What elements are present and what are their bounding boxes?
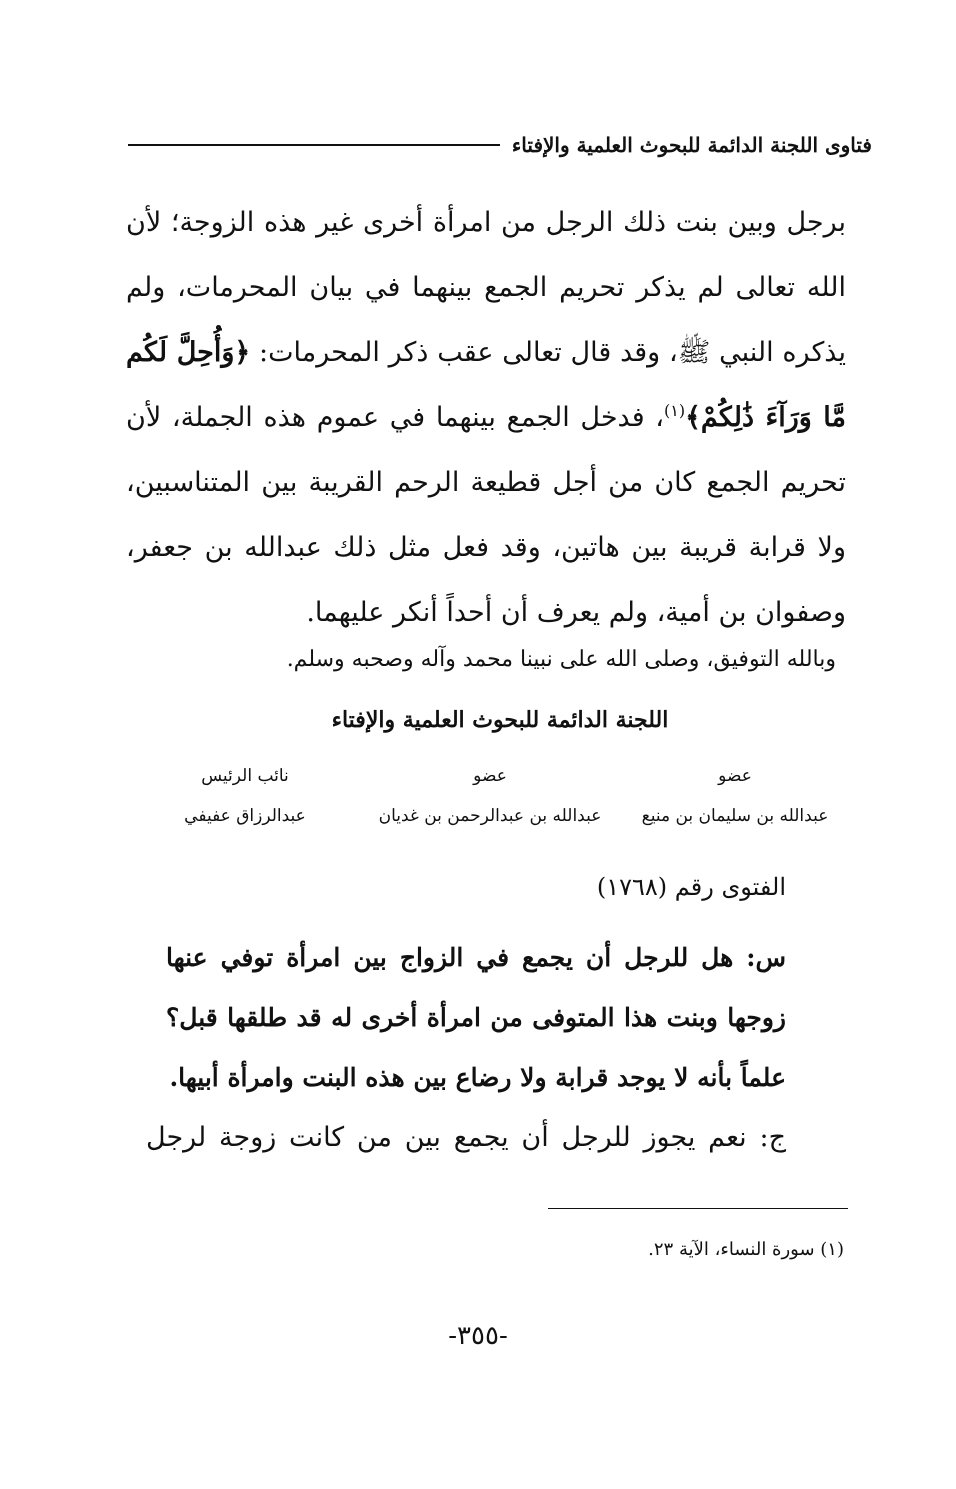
signature-name: عبدالرزاق عفيفي — [184, 806, 306, 826]
footnote-rule — [548, 1208, 848, 1209]
question-text: س: هل للرجل أن يجمع في الزواج بين امرأة توفي عنها زوجها وبنت هذا المتوفى من امرأة أخرى له قد طلقها قبل؟ علماً بأنه لا يوجد قرابة ولا رضاع بين هذه البنت وامرأة أبيها. — [166, 943, 786, 1092]
closing-line: وبالله التوفيق، وصلى الله على نبينا محمد وآله وصحبه وسلم. — [286, 647, 836, 672]
body-text-part1: برجل وبين بنت ذلك الرجل من امرأة أخرى غير هذه الزوجة؛ لأن الله تعالى لم يذكر تحريم الجمع بينهما في بيان المحرمات، ولم يذكره النبي ﷺ، وقد قال تعالى عقب ذكر المحرمات: — [126, 207, 846, 368]
signature-vice-president — [130, 756, 360, 836]
signature-block — [130, 756, 850, 836]
header-rule — [128, 144, 500, 146]
answer-text: ج: نعم يجوز للرجل أن يجمع بين من كانت زوجة لرجل — [146, 1122, 786, 1153]
running-header — [128, 128, 872, 162]
committee-title: اللجنة الدائمة للبحوث العلمية والإفتاء — [331, 707, 669, 733]
fatwa-number: الفتوى رقم (١٧٦٨) — [596, 873, 786, 901]
quran-verse: ﴿وَأُحِلَّ لَكُم مَّا وَرَآءَ ذَٰلِكُمْ﴾ — [126, 337, 847, 433]
signature-name: عبدالله بن سليمان بن منيع — [641, 806, 829, 826]
body-paragraph — [126, 190, 846, 645]
signature-role: نائب الرئيس — [201, 766, 289, 786]
page-number: -٣٥٥- — [448, 1321, 508, 1351]
signature-name: عبدالله بن عبدالرحمن بن غديان — [378, 806, 602, 826]
signature-member-1 — [620, 756, 850, 836]
signature-member-2 — [375, 756, 605, 836]
header-title: فتاوى اللجنة الدائمة للبحوث العلمية والإفتاء — [511, 133, 872, 157]
footnote-reference: (١) — [664, 401, 686, 420]
body-text-part2: ، فدخل الجمع بينهما في عموم هذه الجملة، لأن تحريم الجمع كان من أجل قطيعة الرحم القريبة بين المتناسبين، ولا قرابة قريبة بين هاتين، وقد فعل مثل ذلك عبدالله بن جعفر، وصفوان بن أمية، ولم يعرف أن أحداً أنكر عليهما. — [126, 402, 846, 628]
signature-role: عضو — [718, 766, 752, 786]
footnote: (١) سورة النساء، الآية ٢٣. — [648, 1239, 844, 1260]
signature-role: عضو — [473, 766, 507, 786]
